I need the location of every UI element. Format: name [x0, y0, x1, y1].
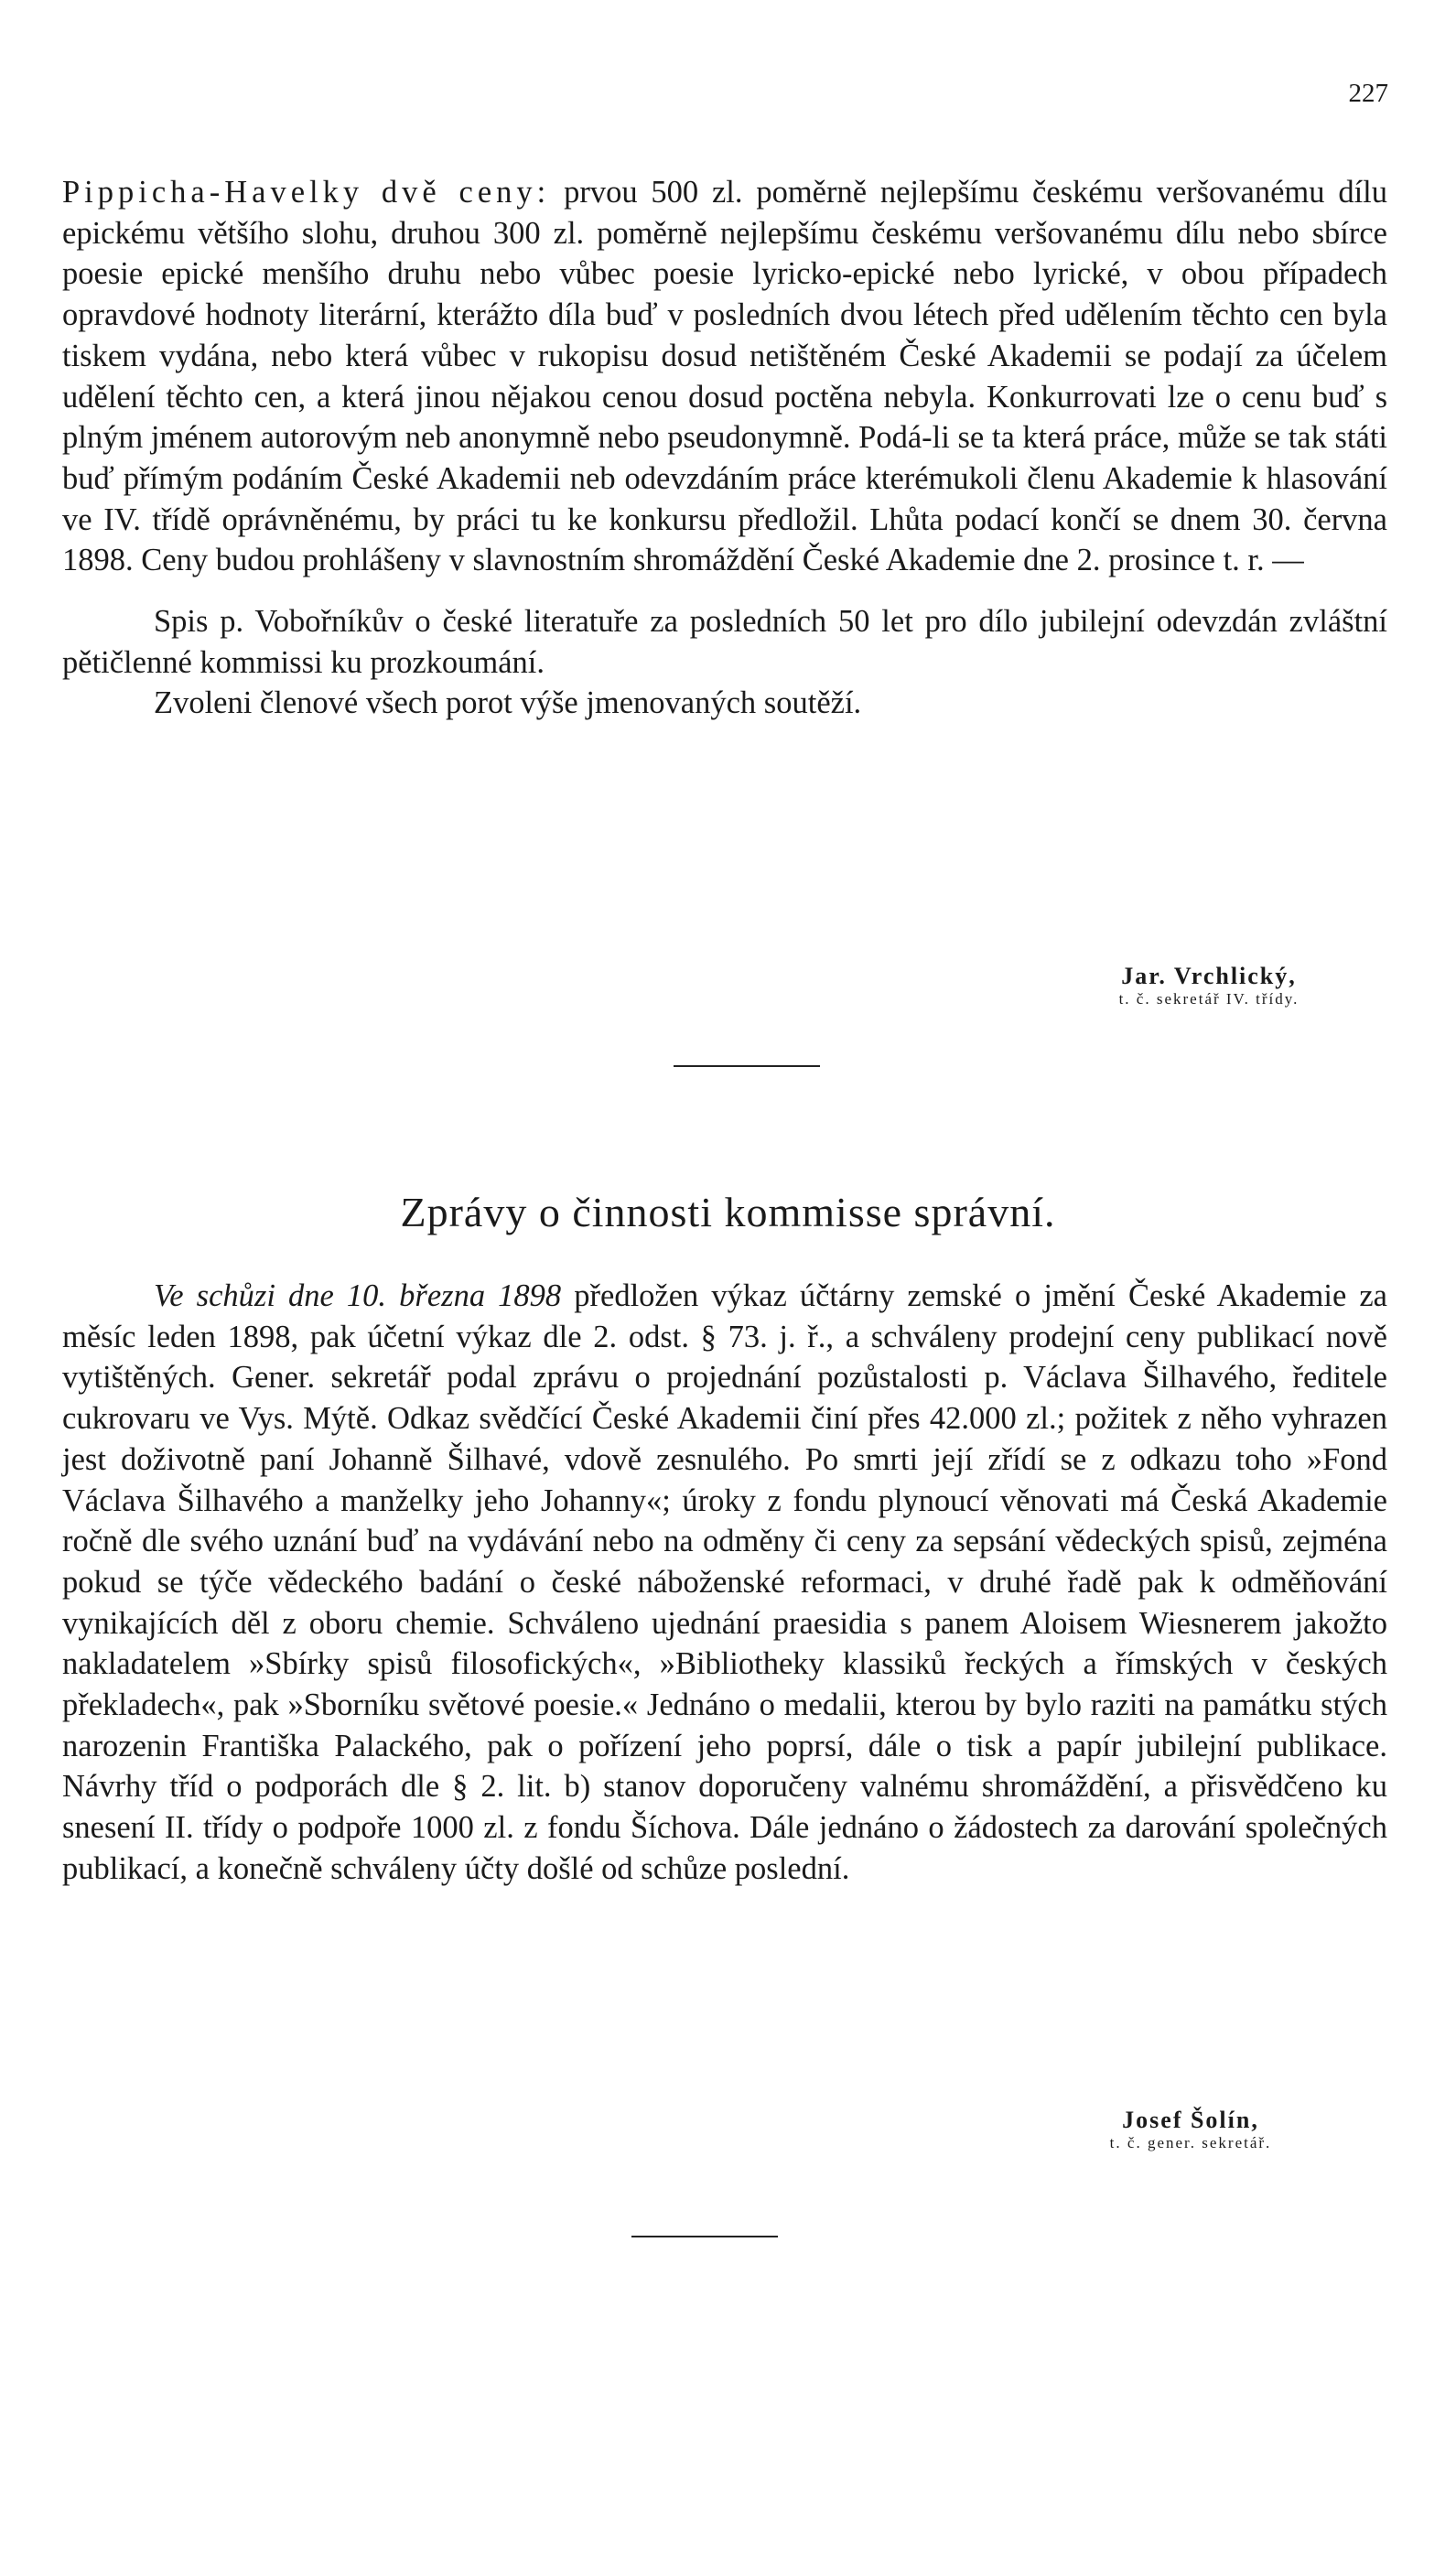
paragraph-jubilee-work: Spis p. Vobořníkův o české literatuře za posledních 50 let pro dílo jubilejní odevzdán zvláštní pětičlenné kommissi ku prozkoumání. [62, 604, 1387, 680]
signature-title: t. č. sekretář IV. třídy. [1118, 990, 1300, 1008]
signature-name: Jar. Vrchlický, [1121, 963, 1297, 989]
signature-solin [1053, 2107, 1328, 2152]
paragraph-prize-terms [62, 172, 1387, 581]
section-divider [674, 1065, 820, 1067]
paragraph-jury-members: Zvoleni členové všech porot výše jmenovaných soutěží. [154, 685, 862, 721]
meeting-date: Ve schůzi dne 10. března 1898 [154, 1278, 562, 1313]
section-prize-announcement [62, 172, 1387, 724]
signature-title: t. č. gener. sekretář. [1109, 2134, 1272, 2151]
signature-name: Josef Šolín, [1122, 2107, 1259, 2133]
section-heading: Zprávy o činnosti kommisse správní. [400, 1189, 1056, 1235]
page-number: 227 [1348, 79, 1388, 108]
paragraph-meeting-report [62, 1276, 1387, 1890]
section-divider [631, 2236, 778, 2237]
paragraph-lead: Pippicha-Havelky dvě ceny: [62, 175, 551, 210]
section-administrative-report [62, 1276, 1387, 1890]
paragraph-body: předložen výkaz účtárny zemské o jmění České Akademie za měsíc leden 1898, pak účetní výkaz dle 2. odst. § 73. j. ř., a schváleny prodejní ceny publikací nově vytištěných. Gener. sekretář podal zprávu o projednání pozůstalosti p. Václava Šilhavého, ředitele cukrovaru ve Vys. Mýtě. Odkaz svědčící České Akademii činí přes 42.000 zl.; požitek z něho vyhrazen jest doživotně paní Johanně Šilhavé, vdově zesnulého. Po smrti její zřídí se z odkazu toho »Fond Václava Šilhavého a manželky jeho Johanny«; úroky z fondu plynoucí věnovati má Česká Akademie ročně dle svého uznání buď na vydávání nebo na odměny či ceny za sepsání vědeckých spisů, zejména pokud se týče vědeckého badání o české náboženské reformaci, v druhé řadě pak k odměňování vynikajících děl z oboru chemie. Schváleno ujednání praesidia s panem Aloisem Wiesnerem jakožto nakladatelem »Sbírky spisů filosofických«, »Bibliotheky klassiků řeckých a římských v českých překladech«, pak »Sborníku světové poesie.« Jednáno o medalii, kterou by bylo raziti na památku stých narozenin Františka Palackého, pak o pořízení jeho poprsí, dále o tisk a papír jubilejní publikace. Návrhy tříd o podporách dle § 2. lit. b) stanov doporučeny valnému shromáždění, a přisvědčeno ku snesení II. třídy o podpoře 1000 zl. z fondu Šíchova. Dále jednáno o žádostech za darování společných publikací, a konečně schváleny účty došlé od schůze poslední. [62, 1278, 1387, 1886]
signature-vrchlicky [1053, 963, 1364, 1008]
paragraph-body: prvou 500 zl. poměrně nejlepšímu českému veršovanému dílu epickému většího slohu, druhou 300 zl. poměrně nejlepšímu českému veršovanému dílu nebo sbírce poesie epické menšího druhu nebo vůbec poesie lyricko-epické nebo lyrické, v obou případech opravdové hodnoty literární, kterážto díla buď v posledních dvou létech před udělením těchto cen byla tiskem vydána, nebo která vůbec v rukopisu dosud netištěném České Akademii se podají za účelem udělení těchto cen, a která jinou nějakou cenou dosud poctěna nebyla. Konkurrovati lze o cenu buď s plným jménem autorovým neb anonymně nebo pseudonymně. Podá-li se ta která práce, může se tak státi buď přímým podáním České Akademii neb odevzdáním práce kterémukoli členu Akademie k hlasování ve IV. třídě oprávněnému, by práci tu ke konkursu předložil. Lhůta podací končí se dnem 30. června 1898. Ceny budou prohlášeny v slavnostním shromáždění České Akademie dne 2. prosince t. r. — [62, 175, 1387, 578]
